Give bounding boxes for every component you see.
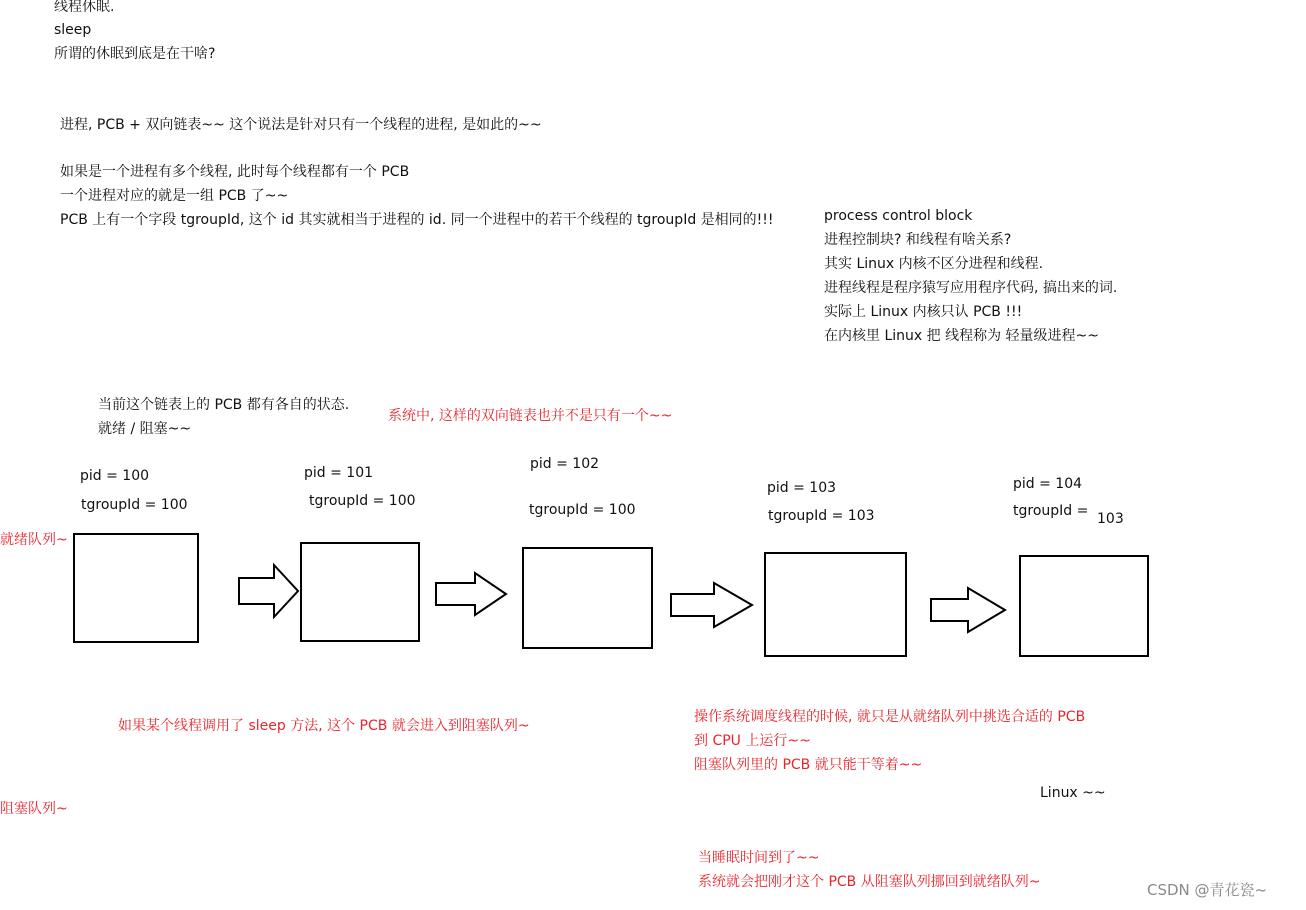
pcb-3-tgroupid: tgroupId = 100	[529, 502, 636, 518]
note-schedule-2: 到 CPU 上运行~~	[694, 733, 811, 749]
arrow-2-3	[435, 572, 508, 616]
csdn-watermark: CSDN @青花瓷~	[1147, 881, 1268, 899]
pcb-5-tgroupid-value: 103	[1097, 511, 1124, 527]
pcb-2-pid: pid = 101	[304, 465, 374, 481]
pcb-1-tgroupid: tgroupId = 100	[81, 497, 188, 513]
note-pcb-question: 进程控制块? 和线程有啥关系?	[824, 232, 1012, 248]
pcb-2-box	[300, 542, 420, 642]
pcb-5-pid: pid = 104	[1013, 476, 1083, 492]
note-ready-blocked: 就绪 / 阻塞~~	[98, 421, 192, 437]
note-multiple-lists: 系统中, 这样的双向链表也并不是只有一个~~	[388, 408, 673, 424]
note-pcb-list: 进程, PCB + 双向链表~~ 这个说法是针对只有一个线程的进程, 是如此的~~	[60, 117, 542, 133]
pcb-3-pid: pid = 102	[530, 456, 600, 472]
pcb-1-pid: pid = 100	[80, 468, 150, 484]
note-schedule-3: 阻塞队列里的 PCB 就只能干等着~~	[694, 757, 923, 773]
arrow-3-4	[670, 582, 754, 628]
pcb-4-pid: pid = 103	[767, 480, 837, 496]
note-term-origin: 进程线程是程序猿写应用程序代码, 搞出来的词.	[824, 280, 1118, 296]
note-group-pcb: 一个进程对应的就是一组 PCB 了~~	[60, 188, 289, 204]
note-lightweight-process: 在内核里 Linux 把 线程称为 轻量级进程~~	[824, 328, 1099, 344]
note-tgroupid: PCB 上有一个字段 tgroupId, 这个 id 其实就相当于进程的 id. 同一个进程中的若干个线程的 tgroupId 是相同的!!!	[60, 212, 774, 228]
note-thread-sleep: 线程休眠.	[54, 0, 115, 15]
note-linux: Linux ~~	[1040, 785, 1106, 801]
note-wake-2: 系统就会把刚才这个 PCB 从阻塞队列挪回到就绪队列~	[698, 874, 1041, 890]
note-multi-thread: 如果是一个进程有多个线程, 此时每个线程都有一个 PCB	[60, 164, 410, 180]
arrow-4-5	[930, 587, 1007, 633]
pcb-5-tgroupid: tgroupId =	[1013, 503, 1089, 519]
note-pcb-state: 当前这个链表上的 PCB 都有各自的状态.	[98, 397, 350, 413]
ready-queue-label: 就绪队列~	[0, 532, 68, 548]
note-sleep: sleep	[54, 22, 92, 38]
blocked-queue-label: 阻塞队列~	[0, 801, 68, 817]
pcb-4-box	[764, 552, 907, 657]
pcb-4-tgroupid: tgroupId = 103	[768, 508, 875, 524]
pcb-3-box	[522, 547, 653, 649]
note-schedule-1: 操作系统调度线程的时候, 就只是从就绪队列中挑选合适的 PCB	[694, 709, 1086, 725]
pcb-1-box	[73, 533, 199, 643]
note-process-control-block: process control block	[824, 208, 973, 224]
pcb-5-box	[1019, 555, 1149, 657]
note-linux-kernel: 其实 Linux 内核不区分进程和线程.	[824, 256, 1044, 272]
pcb-2-tgroupid: tgroupId = 100	[309, 493, 416, 509]
note-what-is-sleep: 所谓的休眠到底是在干啥?	[54, 46, 216, 62]
note-sleep-blocked: 如果某个线程调用了 sleep 方法, 这个 PCB 就会进入到阻塞队列~	[118, 718, 530, 734]
note-wake-1: 当睡眠时间到了~~	[698, 850, 820, 866]
note-only-pcb: 实际上 Linux 内核只认 PCB !!!	[824, 304, 1023, 320]
arrow-1-2	[238, 564, 300, 618]
